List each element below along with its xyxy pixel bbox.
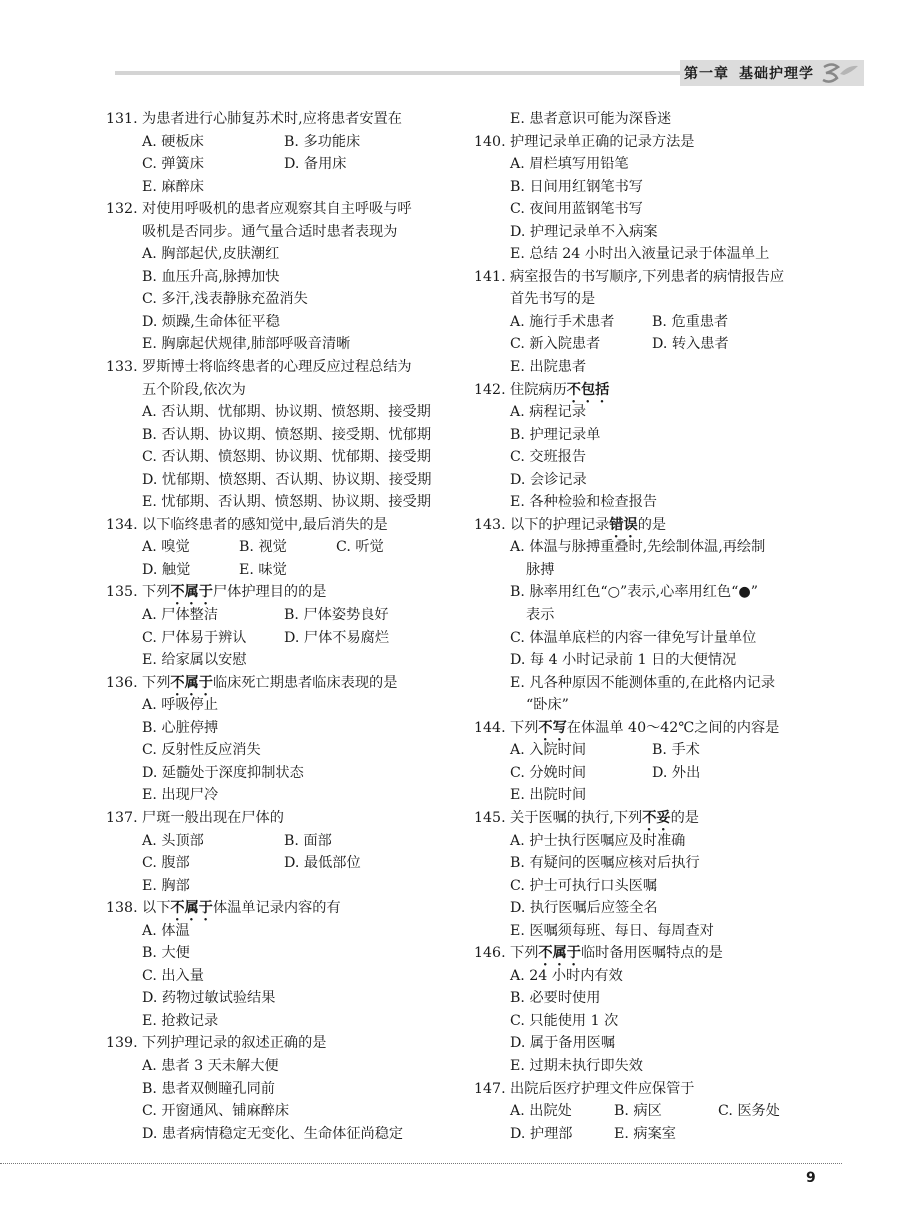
emphasis-text: 错误 [609,516,638,533]
question-133: 133. 罗斯博士将临终患者的心理反应过程总结为 [106,359,412,376]
question-138: 138. 以下 不属于 体温单记录内容的有 [106,897,461,920]
question-137: 137. 尸斑一般出现在尸体的 [106,809,284,826]
page-number: 9 [806,1170,816,1186]
chapter-label [680,60,818,86]
question-140: 140. 护理记录单正确的记录方法是 [474,133,695,150]
chapter-number: 第一章 [684,66,729,82]
question-142: 142. 住院病历 不包括 [474,379,829,402]
chapter-logo [818,60,864,86]
emphasis-text: 不包括 [566,381,610,398]
question-132: 132. 对使用呼吸机的患者应观察其自主呼吸与呼 [106,201,412,218]
left-column: 131. 为患者进行心肺复苏术时,应将患者安置在 A. 硬板床 B. 多功能床 C. 弹簧床 D. 备用床 E. 麻醉床 132. 对使用呼吸机的患者应观察其自主呼吸与呼 吸机是否同步。通气量合适时患者表现为 A. 胸部起伏,皮肤潮红 B. 血压升高,脉搏加快 C. 多汗,浅表静脉充盈消失 D. 烦躁,生命体征平稳 E. 胸廓起伏规律,肺部呼吸音清晰 133. 罗斯博士将临终患者的心理反应过程总结为 五个阶段,依次为 A. 否认期、忧郁期、协议期、愤怒期、接受期 B. 否认期、协议期、愤怒期、接受期、忧郁期 C. 否认期、愤怒期、协议期、忧郁期、接受期 D. 忧郁期、愤怒期、否认期、协议期、接受期 E. 忧郁期、否认期、愤怒期、协议期、接受期 134. 以下临终患者的感知觉中,最后消失的是 A. 嗅觉 B. 视觉 C. 听觉 D. 触觉 E. 味觉 135. 下列 不属于 尸体护理目的的是 A. 尸体整洁 B. 尸体姿势良好 C. 尸体易于辨认 D. 尸体不易腐烂 E. 给家属以安慰 136. 下列 不属于 临床死亡期患者临床表现的是 A. 呼吸停止 B. 心脏停搏 C. 反射性反应消失 D. 延髓处于深度抑制状态 E. 出现尸冷 137. 尸斑一般出现在尸体的 A. 头顶部 B. 面部 C. 腹部 D. 最低部位 E. 胸部 138. 以下 不属于 体温单记录内容的有 A. 体温 B. 大便 C. 出入量 D. 药物过敏试验结果 E. 抢救记录 139. 下列护理记录的叙述正确的是 A. 患者 3 天未解大便 B. 患者双侧瞳孔同前 C. 开窗通风、铺麻醉床 D. 患者病情稳定无变化、生命体征尚稳定 [106,108,461,1145]
question-141: 141. 病室报告的书写顺序,下列患者的病情报告应 [474,268,785,285]
page-header [0,60,900,86]
question-134: 134. 以下临终患者的感知觉中,最后消失的是 [106,516,388,533]
question-139-option-e: E. 患者意识可能为深昏迷 [510,111,672,127]
emphasis-text: 不写 [538,719,567,736]
question-136: 136. 下列 不属于 临床死亡期患者临床表现的是 [106,672,461,695]
emphasis-text: 不属于 [170,584,213,601]
right-column: E. 患者意识可能为深昏迷 140. 护理记录单正确的记录方法是 A. 眉栏填写用铅笔 B. 日间用红钢笔书写 C. 夜间用蓝钢笔书写 D. 护理记录单不入病案 E. 总结 24 小时出入液量记录于体温单上 141. 病室报告的书写顺序,下列患者的病情报告应 首先书写的是 A. 施行手术患者 B. 危重患者 C. 新入院患者 D. 转入患者 E. 出院患者 142. 住院病历 不包括 A. 病程记录 B. 护理记录单 C. 交班报告 D. 会诊记录 E. 各种检验和检查报告 143. 以下的护理记录 错误 的是 A. 体温与脉搏重叠时,先绘制体温,再绘制 脉搏 B. 脉率用红色“○”表示,心率用红色“●” 表示 C. 体温单底栏的内容一律免写计量单位 D. 每 4 小时记录前 1 日的大便情况 E. 凡各种原因不能测体重的,在此格内记录 “卧床” 144. 下列 不写 在体温单 40～42℃之间的内容是 A. 入院时间 B. 手术 C. 分娩时间 D. 外出 E. 出院时间 145. 关于医嘱的执行,下列 不妥 的是 A. 护士执行医嘱应及时准确 B. 有疑问的医嘱应核对后执行 C. 护士可执行口头医嘱 D. 执行医嘱后应签全名 E. 医嘱须每班、每日、每周查对 146. 下列 不属于 临时备用医嘱特点的是 A. 24 小时内有效 B. 必要时使用 C. 只能使用 1 次 D. 属于备用医嘱 E. 过期未执行即失效 147. 出院后医疗护理文件应保管于 A. 出院处 B. 病区 C. 医务处 D. 护理部 E. 病案室 [474,108,829,1145]
emphasis-text: 不妥 [642,809,671,826]
swirl-logo-icon [818,60,864,86]
question-131: 131. 为患者进行心肺复苏术时,应将患者安置在 [106,111,402,127]
emphasis-text: 不属于 [170,674,213,691]
emphasis-text: 不属于 [170,900,213,917]
question-135: 135. 下列 不属于 尸体护理目的的是 [106,581,461,604]
question-144: 144. 下列 不写 在体温单 40～42℃之间的内容是 [474,717,829,740]
question-143: 143. 以下的护理记录 错误 的是 [474,514,829,537]
emphasis-text: 不属于 [538,945,581,962]
question-145: 145. 关于医嘱的执行,下列 不妥 的是 [474,807,829,830]
footer-rule [0,1163,842,1164]
question-146: 146. 下列 不属于 临时备用医嘱特点的是 [474,942,829,965]
question-147: 147. 出院后医疗护理文件应保管于 [474,1080,695,1097]
question-139: 139. 下列护理记录的叙述正确的是 [106,1035,327,1052]
chapter-title: 基础护理学 [739,66,814,82]
